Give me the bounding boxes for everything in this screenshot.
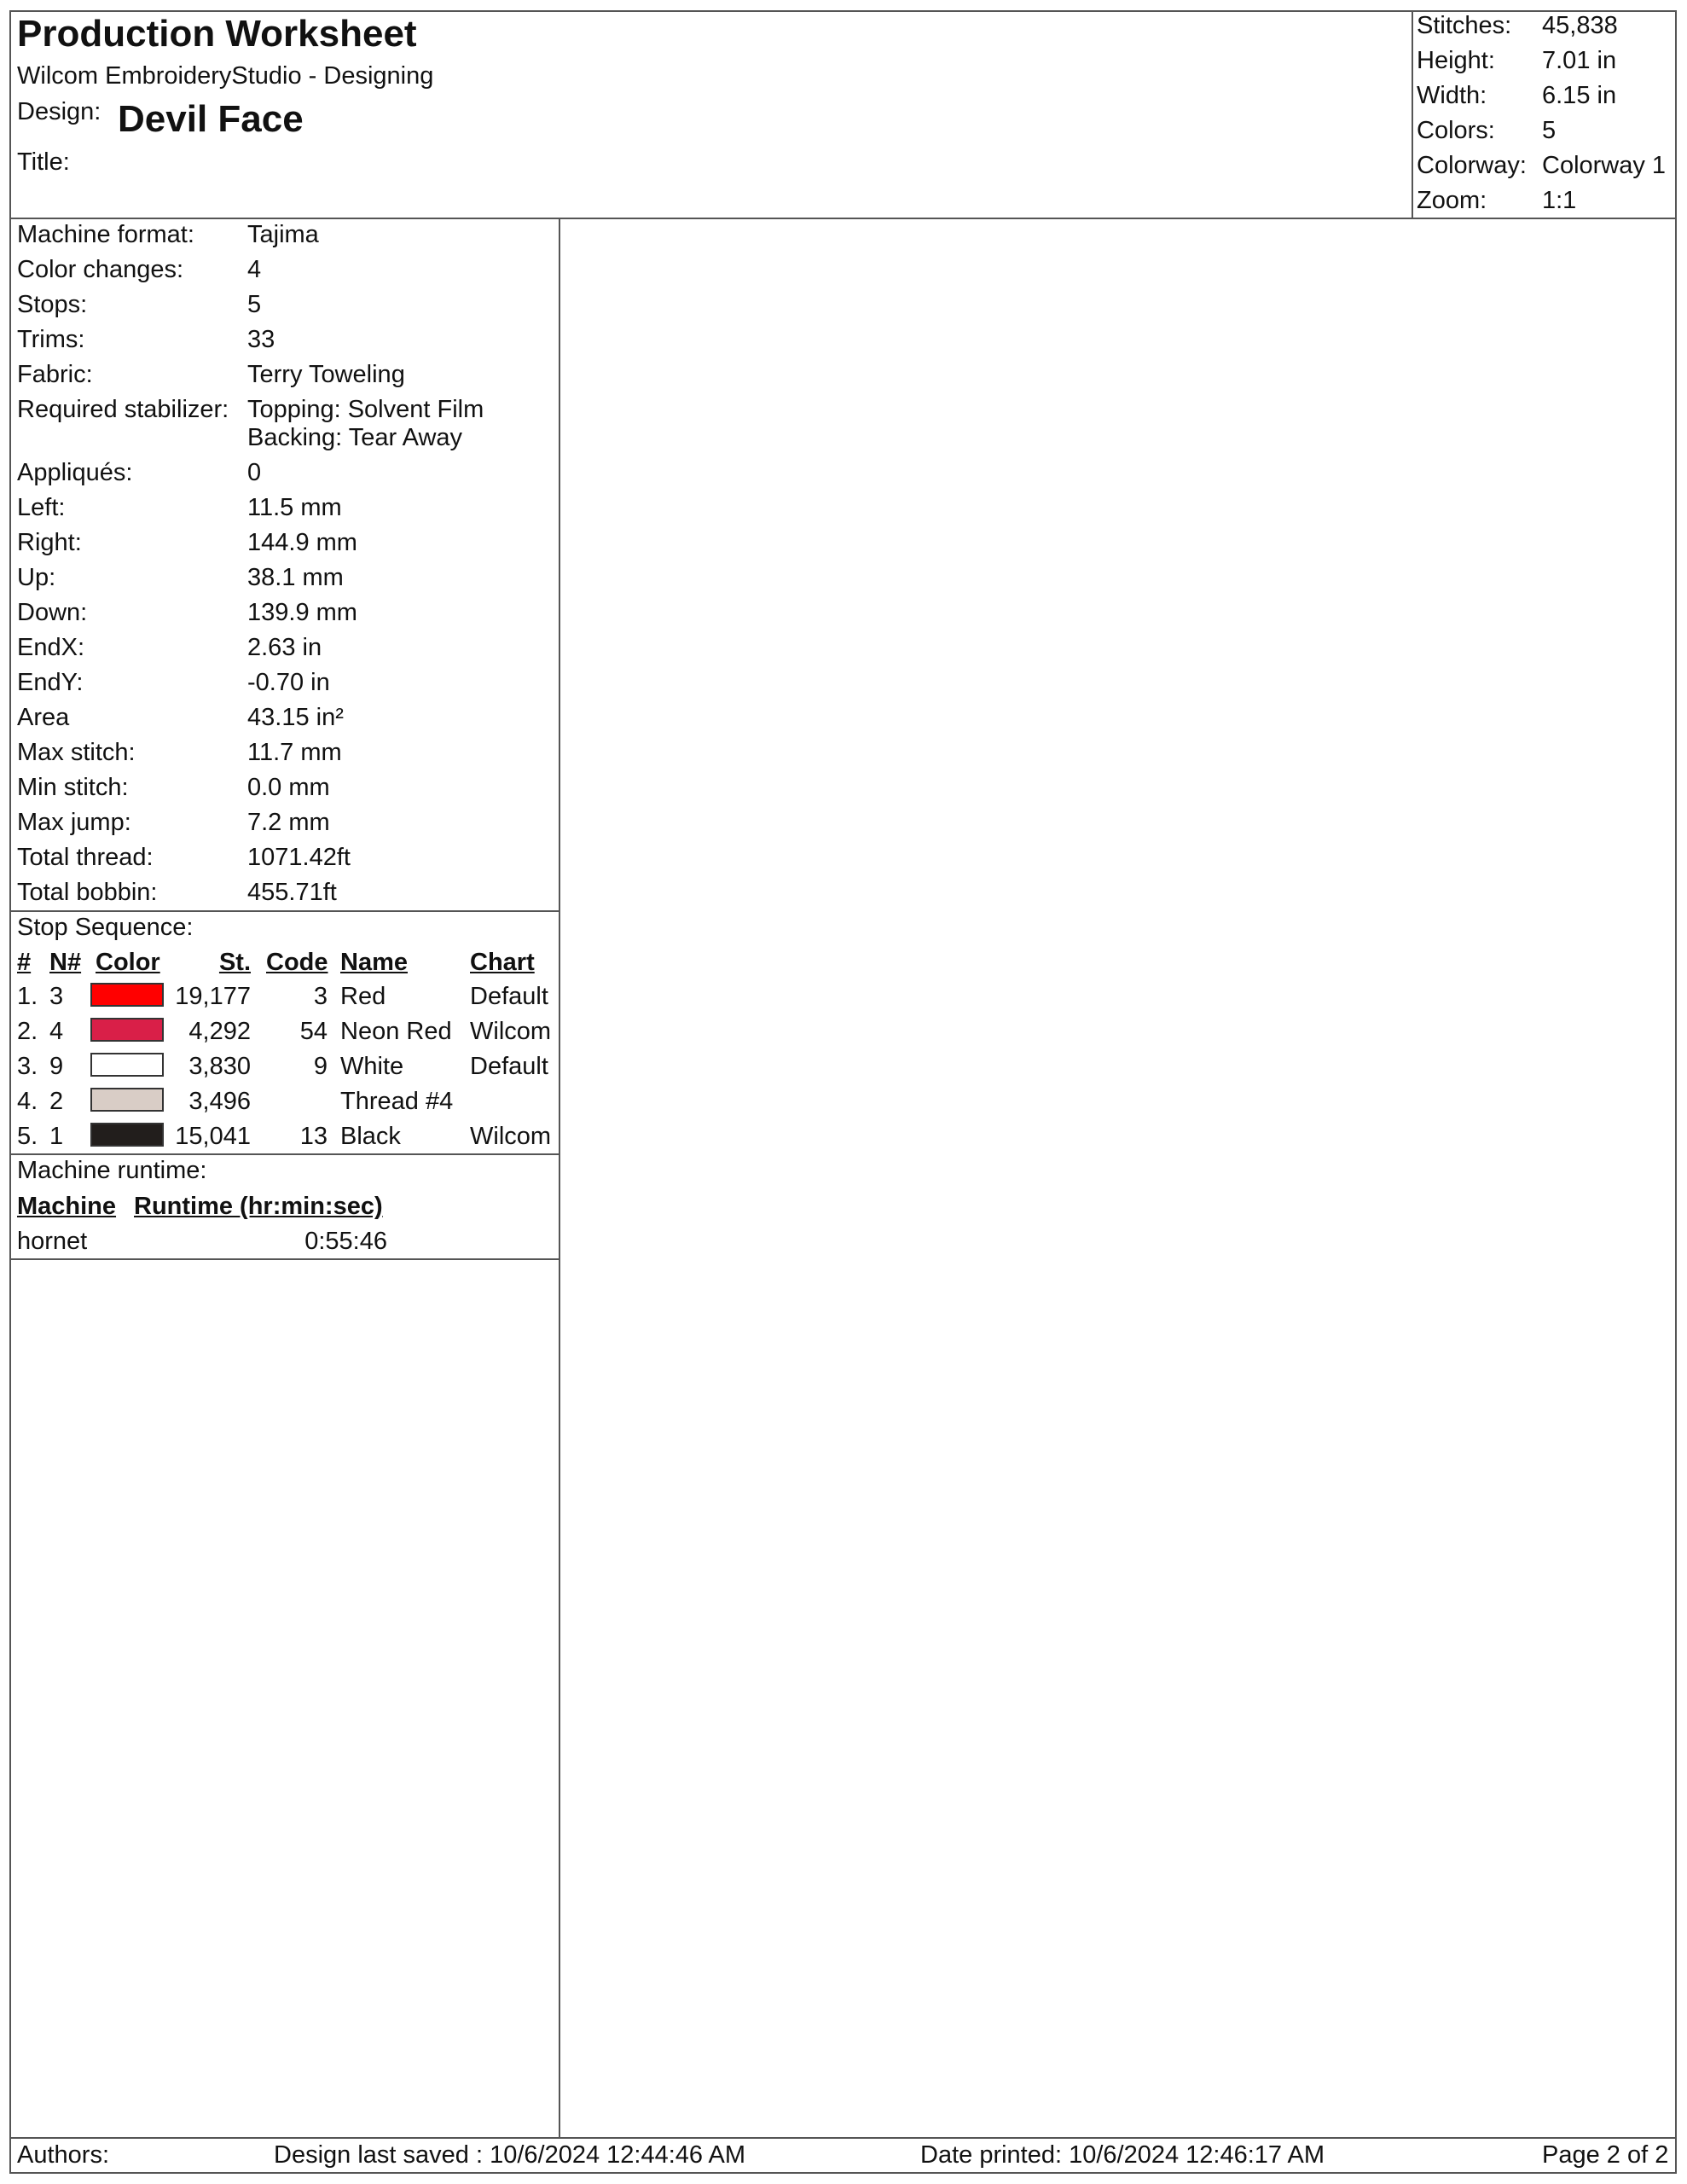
stop-row-number: 5. <box>17 1123 38 1150</box>
summary-label: Colors: <box>1417 117 1495 144</box>
runtime-label: Machine runtime: <box>17 1157 207 1184</box>
stop-row-chart: Wilcom <box>470 1018 552 1045</box>
detail-value: -0.70 in <box>247 669 330 696</box>
detail-label: Area <box>17 704 70 731</box>
stop-row-stitches: 3,496 <box>188 1088 251 1115</box>
stop-row-needle: 2 <box>49 1088 64 1115</box>
thread-color-swatch <box>90 1018 164 1042</box>
footer-last-saved: Design last saved : 10/6/2024 12:44:46 AM <box>274 2141 745 2169</box>
detail-label: Trims: <box>17 326 85 353</box>
col-header-st: St. <box>218 949 251 976</box>
col-header-n: N# <box>49 949 82 976</box>
detail-value: 11.5 mm <box>247 494 342 521</box>
detail-label: Max stitch: <box>17 739 136 766</box>
detail-value: 1071.42ft <box>247 844 351 871</box>
design-label: Design: <box>17 98 101 125</box>
detail-value: 43.15 in² <box>247 704 344 731</box>
col-header-name: Name <box>340 949 408 976</box>
col-header-code: Code <box>266 949 328 976</box>
summary-value: 7.01 in <box>1542 47 1617 74</box>
stop-row-needle: 4 <box>49 1018 64 1045</box>
stop-row-name: Black <box>340 1123 401 1150</box>
detail-label: Right: <box>17 529 82 556</box>
footer-date-printed: Date printed: 10/6/2024 12:46:17 AM <box>920 2141 1325 2169</box>
detail-label: Stops: <box>17 291 88 318</box>
detail-value: Backing: Tear Away <box>247 424 463 451</box>
detail-label: Fabric: <box>17 361 93 388</box>
detail-value: 33 <box>247 326 275 353</box>
details-divider <box>9 910 560 912</box>
detail-label: Total bobbin: <box>17 879 158 906</box>
summary-label: Height: <box>1417 47 1495 74</box>
stop-row-stitches: 3,830 <box>188 1053 251 1080</box>
software-subtitle: Wilcom EmbroideryStudio - Designing <box>17 62 434 90</box>
stop-sequence-label: Stop Sequence: <box>17 914 194 941</box>
stop-row-stitches: 4,292 <box>188 1018 251 1045</box>
stop-row-needle: 9 <box>49 1053 64 1080</box>
stop-row-name: White <box>340 1053 404 1080</box>
left-column-divider <box>559 218 560 2139</box>
detail-label: Up: <box>17 564 56 591</box>
thread-color-swatch <box>90 983 164 1007</box>
summary-value: 45,838 <box>1542 12 1618 39</box>
detail-value: 455.71ft <box>247 879 337 906</box>
detail-label: Machine format: <box>17 221 194 248</box>
runtime-divider <box>9 1258 560 1260</box>
col-header-color: Color <box>96 949 160 976</box>
detail-label: Left: <box>17 494 66 521</box>
detail-value: 4 <box>247 256 262 283</box>
stop-row-number: 1. <box>17 983 38 1010</box>
detail-label: Min stitch: <box>17 774 129 801</box>
detail-value: 5 <box>247 291 262 318</box>
stop-sequence-divider <box>9 1153 560 1155</box>
summary-value: 6.15 in <box>1542 82 1617 109</box>
thread-color-swatch <box>90 1088 164 1112</box>
summary-label: Zoom: <box>1417 187 1487 214</box>
detail-value: 0.0 mm <box>247 774 330 801</box>
detail-value: Terry Toweling <box>247 361 405 388</box>
footer-authors: Authors: <box>17 2141 109 2169</box>
detail-value: 7.2 mm <box>247 809 330 836</box>
detail-label: EndY: <box>17 669 84 696</box>
detail-label: Color changes: <box>17 256 184 283</box>
runtime-value: 0:55:46 <box>304 1228 387 1255</box>
stop-row-needle: 1 <box>49 1123 64 1150</box>
summary-value: 1:1 <box>1542 187 1577 214</box>
stop-row-chart: Wilcom <box>470 1123 552 1150</box>
summary-label: Stitches: <box>1417 12 1512 39</box>
stop-row-stitches: 15,041 <box>175 1123 251 1150</box>
thread-color-swatch <box>90 1123 164 1147</box>
detail-label: Appliqués: <box>17 459 133 486</box>
stop-row-name: Red <box>340 983 386 1010</box>
detail-label: Required stabilizer: <box>17 396 229 423</box>
detail-value: Tajima <box>247 221 319 248</box>
summary-label: Colorway: <box>1417 152 1527 179</box>
stop-row-stitches: 19,177 <box>175 983 251 1010</box>
summary-value: 5 <box>1542 117 1557 144</box>
stop-row-chart: Default <box>470 1053 548 1080</box>
stop-row-chart: Default <box>470 983 548 1010</box>
runtime-machine: hornet <box>17 1228 88 1255</box>
detail-label: Total thread: <box>17 844 154 871</box>
detail-value: 2.63 in <box>247 634 322 661</box>
detail-label: Max jump: <box>17 809 131 836</box>
detail-value: Topping: Solvent Film <box>247 396 484 423</box>
runtime-header-runtime: Runtime (hr:min:sec) <box>134 1193 383 1220</box>
footer-page-number: Page 2 of 2 <box>1542 2141 1669 2169</box>
col-header-num: # <box>17 949 32 976</box>
detail-value: 0 <box>247 459 262 486</box>
stop-row-name: Thread #4 <box>340 1088 454 1115</box>
thread-color-swatch <box>90 1053 164 1077</box>
detail-value: 144.9 mm <box>247 529 357 556</box>
summary-box-divider <box>1412 10 1413 219</box>
detail-label: Down: <box>17 599 88 626</box>
stop-row-number: 3. <box>17 1053 38 1080</box>
col-header-chart: Chart <box>470 949 535 976</box>
page-title: Production Worksheet <box>17 13 417 55</box>
footer-divider <box>9 2137 1677 2139</box>
design-name: Devil Face <box>118 98 304 140</box>
header-divider <box>9 218 1677 219</box>
title-label: Title: <box>17 148 70 176</box>
detail-label: EndX: <box>17 634 84 661</box>
stop-row-needle: 3 <box>49 983 64 1010</box>
stop-row-number: 2. <box>17 1018 38 1045</box>
detail-value: 38.1 mm <box>247 564 344 591</box>
stop-row-code: 3 <box>313 983 328 1010</box>
stop-row-name: Neon Red <box>340 1018 452 1045</box>
stop-row-number: 4. <box>17 1088 38 1115</box>
stop-row-code: 9 <box>313 1053 328 1080</box>
stop-row-code: 13 <box>299 1123 328 1150</box>
summary-value: Colorway 1 <box>1542 152 1667 179</box>
detail-value: 11.7 mm <box>247 739 342 766</box>
stop-row-code: 54 <box>299 1018 328 1045</box>
summary-label: Width: <box>1417 82 1487 109</box>
runtime-header-machine: Machine <box>17 1193 117 1220</box>
detail-value: 139.9 mm <box>247 599 357 626</box>
